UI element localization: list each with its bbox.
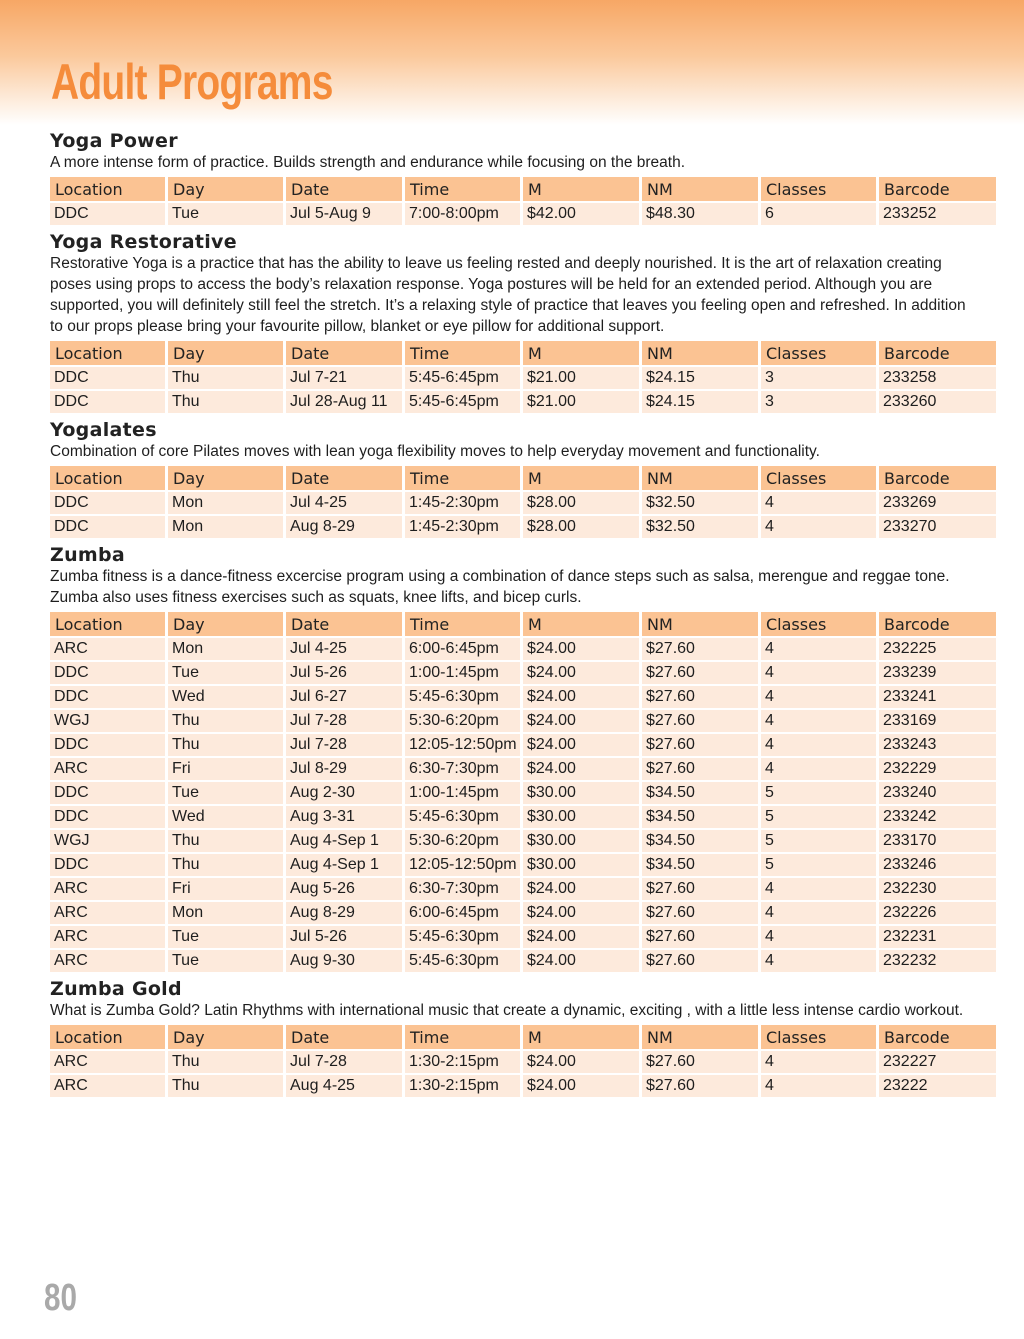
table-row bbox=[50, 492, 996, 514]
table-cell: DDC bbox=[50, 492, 165, 514]
table-cell: Jul 4-25 bbox=[286, 492, 402, 514]
table-cell: $28.00 bbox=[523, 516, 639, 538]
table-cell: Aug 4-25 bbox=[286, 1075, 402, 1097]
table-row bbox=[50, 854, 996, 876]
table-cell: $27.60 bbox=[642, 758, 758, 780]
table-cell: $24.00 bbox=[523, 1075, 639, 1097]
table-cell: $24.00 bbox=[523, 926, 639, 948]
table-cell: 6:00-6:45pm bbox=[405, 902, 520, 924]
table-cell: 4 bbox=[761, 516, 876, 538]
table-cell: DDC bbox=[50, 367, 165, 389]
table-cell: 5:45-6:30pm bbox=[405, 926, 520, 948]
table-row bbox=[50, 782, 996, 804]
schedule-table bbox=[47, 464, 999, 540]
table-row bbox=[50, 758, 996, 780]
table-cell: $24.00 bbox=[523, 734, 639, 756]
table-cell: Aug 9-30 bbox=[286, 950, 402, 972]
page-title: Adult Programs bbox=[51, 54, 333, 110]
table-cell: Mon bbox=[168, 516, 283, 538]
table-cell: $21.00 bbox=[523, 391, 639, 413]
column-header: Barcode bbox=[879, 612, 996, 636]
section-title: Zumba bbox=[50, 544, 126, 566]
table-row bbox=[50, 662, 996, 684]
table-cell: Thu bbox=[168, 734, 283, 756]
column-header: NM bbox=[642, 177, 758, 201]
table-cell: 233243 bbox=[879, 734, 996, 756]
table-cell: $34.50 bbox=[642, 854, 758, 876]
table-cell: Jul 8-29 bbox=[286, 758, 402, 780]
column-header: Location bbox=[50, 177, 165, 201]
table-cell: 233260 bbox=[879, 391, 996, 413]
table-cell: 4 bbox=[761, 492, 876, 514]
table-cell: $24.00 bbox=[523, 710, 639, 732]
schedule-table bbox=[47, 339, 999, 415]
table-cell: 233239 bbox=[879, 662, 996, 684]
table-cell: ARC bbox=[50, 638, 165, 660]
table-row bbox=[50, 902, 996, 924]
table-cell: 5:45-6:30pm bbox=[405, 686, 520, 708]
section-description: What is Zumba Gold? Latin Rhythms with international music that create a dynamic, exciting , with a little less intense cardio workout. bbox=[50, 1002, 964, 1019]
table-cell: 3 bbox=[761, 391, 876, 413]
table-cell: $27.60 bbox=[642, 710, 758, 732]
table-cell: $30.00 bbox=[523, 782, 639, 804]
table-cell: 233269 bbox=[879, 492, 996, 514]
table-cell: $48.30 bbox=[642, 203, 758, 225]
table-cell: 4 bbox=[761, 950, 876, 972]
table-cell: Aug 3-31 bbox=[286, 806, 402, 828]
table-cell: $34.50 bbox=[642, 782, 758, 804]
column-header: M bbox=[523, 612, 639, 636]
table-row bbox=[50, 391, 996, 413]
column-header: Barcode bbox=[879, 466, 996, 490]
table-cell: 5:30-6:20pm bbox=[405, 710, 520, 732]
table-cell: 4 bbox=[761, 878, 876, 900]
table-cell: 232226 bbox=[879, 902, 996, 924]
table-cell: 233258 bbox=[879, 367, 996, 389]
column-header: Date bbox=[286, 612, 402, 636]
table-cell: Aug 4-Sep 1 bbox=[286, 854, 402, 876]
table-cell: 1:45-2:30pm bbox=[405, 492, 520, 514]
column-header: M bbox=[523, 177, 639, 201]
table-cell: 232227 bbox=[879, 1051, 996, 1073]
column-header: Day bbox=[168, 612, 283, 636]
table-cell: 233242 bbox=[879, 806, 996, 828]
column-header: Day bbox=[168, 341, 283, 365]
table-cell: $27.60 bbox=[642, 902, 758, 924]
table-cell: $30.00 bbox=[523, 806, 639, 828]
table-cell: 4 bbox=[761, 902, 876, 924]
table-cell: 232232 bbox=[879, 950, 996, 972]
table-cell: 4 bbox=[761, 686, 876, 708]
table-cell: 5 bbox=[761, 782, 876, 804]
table-cell: Mon bbox=[168, 902, 283, 924]
table-cell: 3 bbox=[761, 367, 876, 389]
table-cell: $24.15 bbox=[642, 391, 758, 413]
table-row bbox=[50, 830, 996, 852]
table-cell: 4 bbox=[761, 734, 876, 756]
table-cell: Jul 5-26 bbox=[286, 662, 402, 684]
column-header: Location bbox=[50, 612, 165, 636]
table-cell: $27.60 bbox=[642, 686, 758, 708]
program-section bbox=[50, 978, 975, 1099]
column-header: Classes bbox=[761, 341, 876, 365]
table-cell: $27.60 bbox=[642, 1051, 758, 1073]
table-cell: Thu bbox=[168, 710, 283, 732]
table-cell: 5 bbox=[761, 806, 876, 828]
table-cell: 4 bbox=[761, 710, 876, 732]
table-cell: 5:45-6:30pm bbox=[405, 806, 520, 828]
table-cell: $24.00 bbox=[523, 662, 639, 684]
section-description: Zumba fitness is a dance-fitness excercise program using a combination of dance steps such as salsa, merengue and reggae tone. Zumba also uses fitness exercises such as squats, knee lifts, and bicep curls. bbox=[50, 568, 950, 606]
table-cell: Aug 8-29 bbox=[286, 902, 402, 924]
table-cell: Jul 5-Aug 9 bbox=[286, 203, 402, 225]
table-cell: 1:45-2:30pm bbox=[405, 516, 520, 538]
table-cell: 4 bbox=[761, 638, 876, 660]
table-cell: 233246 bbox=[879, 854, 996, 876]
table-cell: 4 bbox=[761, 758, 876, 780]
table-header-row bbox=[50, 341, 996, 365]
table-cell: DDC bbox=[50, 734, 165, 756]
table-cell: 4 bbox=[761, 926, 876, 948]
table-cell: DDC bbox=[50, 516, 165, 538]
column-header: Barcode bbox=[879, 177, 996, 201]
table-cell: ARC bbox=[50, 878, 165, 900]
table-cell: $30.00 bbox=[523, 854, 639, 876]
table-cell: 23222 bbox=[879, 1075, 996, 1097]
table-row bbox=[50, 806, 996, 828]
table-row bbox=[50, 638, 996, 660]
table-header-row bbox=[50, 466, 996, 490]
table-cell: 232230 bbox=[879, 878, 996, 900]
table-cell: $24.00 bbox=[523, 950, 639, 972]
table-cell: DDC bbox=[50, 203, 165, 225]
table-cell: Jul 7-28 bbox=[286, 1051, 402, 1073]
table-cell: 233252 bbox=[879, 203, 996, 225]
table-cell: Tue bbox=[168, 662, 283, 684]
table-cell: 6 bbox=[761, 203, 876, 225]
table-cell: 1:30-2:15pm bbox=[405, 1075, 520, 1097]
table-cell: 12:05-12:50pm bbox=[405, 854, 520, 876]
table-header-row bbox=[50, 612, 996, 636]
table-cell: $27.60 bbox=[642, 950, 758, 972]
column-header: Classes bbox=[761, 612, 876, 636]
program-section bbox=[50, 419, 975, 540]
table-cell: $24.15 bbox=[642, 367, 758, 389]
section-title: Yoga Restorative bbox=[50, 231, 237, 253]
column-header: Barcode bbox=[879, 1025, 996, 1049]
table-cell: 1:30-2:15pm bbox=[405, 1051, 520, 1073]
table-cell: $24.00 bbox=[523, 878, 639, 900]
table-cell: $34.50 bbox=[642, 830, 758, 852]
table-cell: 6:30-7:30pm bbox=[405, 758, 520, 780]
table-cell: WGJ bbox=[50, 830, 165, 852]
table-cell: Thu bbox=[168, 367, 283, 389]
column-header: NM bbox=[642, 466, 758, 490]
column-header: NM bbox=[642, 341, 758, 365]
table-cell: $24.00 bbox=[523, 638, 639, 660]
table-header-row bbox=[50, 1025, 996, 1049]
column-header: M bbox=[523, 466, 639, 490]
table-row bbox=[50, 926, 996, 948]
table-cell: 12:05-12:50pm bbox=[405, 734, 520, 756]
column-header: Location bbox=[50, 1025, 165, 1049]
column-header: Time bbox=[405, 1025, 520, 1049]
table-row bbox=[50, 1075, 996, 1097]
column-header: Day bbox=[168, 177, 283, 201]
column-header: M bbox=[523, 341, 639, 365]
table-cell: Jul 7-21 bbox=[286, 367, 402, 389]
column-header: Classes bbox=[761, 466, 876, 490]
table-cell: DDC bbox=[50, 686, 165, 708]
table-cell: Jul 4-25 bbox=[286, 638, 402, 660]
column-header: NM bbox=[642, 1025, 758, 1049]
column-header: M bbox=[523, 1025, 639, 1049]
table-cell: 7:00-8:00pm bbox=[405, 203, 520, 225]
table-cell: $32.50 bbox=[642, 492, 758, 514]
table-cell: $27.60 bbox=[642, 662, 758, 684]
table-cell: $42.00 bbox=[523, 203, 639, 225]
schedule-table bbox=[47, 1023, 999, 1099]
table-cell: 4 bbox=[761, 1051, 876, 1073]
table-cell: $28.00 bbox=[523, 492, 639, 514]
table-cell: 1:00-1:45pm bbox=[405, 782, 520, 804]
table-cell: 233170 bbox=[879, 830, 996, 852]
table-cell: ARC bbox=[50, 758, 165, 780]
section-description: A more intense form of practice. Builds strength and endurance while focusing on the breath. bbox=[50, 154, 686, 171]
table-cell: Jul 5-26 bbox=[286, 926, 402, 948]
table-row bbox=[50, 878, 996, 900]
table-cell: DDC bbox=[50, 391, 165, 413]
table-cell: $27.60 bbox=[642, 734, 758, 756]
table-row bbox=[50, 950, 996, 972]
table-cell: 233241 bbox=[879, 686, 996, 708]
table-cell: Fri bbox=[168, 758, 283, 780]
table-cell: DDC bbox=[50, 662, 165, 684]
table-cell: Tue bbox=[168, 926, 283, 948]
table-row bbox=[50, 203, 996, 225]
table-cell: 5:45-6:30pm bbox=[405, 950, 520, 972]
column-header: Classes bbox=[761, 1025, 876, 1049]
table-cell: 232225 bbox=[879, 638, 996, 660]
program-section bbox=[50, 544, 975, 974]
table-cell: $27.60 bbox=[642, 878, 758, 900]
table-cell: Aug 2-30 bbox=[286, 782, 402, 804]
table-cell: $21.00 bbox=[523, 367, 639, 389]
table-cell: Thu bbox=[168, 391, 283, 413]
table-row bbox=[50, 686, 996, 708]
table-cell: $34.50 bbox=[642, 806, 758, 828]
table-cell: Thu bbox=[168, 854, 283, 876]
table-cell: ARC bbox=[50, 926, 165, 948]
table-cell: Jul 28-Aug 11 bbox=[286, 391, 402, 413]
table-cell: 232229 bbox=[879, 758, 996, 780]
table-cell: Jul 6-27 bbox=[286, 686, 402, 708]
table-cell: Mon bbox=[168, 492, 283, 514]
table-cell: Jul 7-28 bbox=[286, 710, 402, 732]
table-cell: $32.50 bbox=[642, 516, 758, 538]
table-cell: $24.00 bbox=[523, 686, 639, 708]
table-cell: Thu bbox=[168, 830, 283, 852]
schedule-table bbox=[47, 175, 999, 227]
column-header: Time bbox=[405, 341, 520, 365]
column-header: Date bbox=[286, 341, 402, 365]
table-cell: 233240 bbox=[879, 782, 996, 804]
table-cell: DDC bbox=[50, 854, 165, 876]
table-cell: ARC bbox=[50, 902, 165, 924]
table-cell: 233169 bbox=[879, 710, 996, 732]
column-header: Date bbox=[286, 1025, 402, 1049]
table-cell: Aug 4-Sep 1 bbox=[286, 830, 402, 852]
table-cell: 1:00-1:45pm bbox=[405, 662, 520, 684]
table-row bbox=[50, 516, 996, 538]
column-header: Time bbox=[405, 177, 520, 201]
column-header: Time bbox=[405, 612, 520, 636]
table-cell: Thu bbox=[168, 1051, 283, 1073]
table-cell: $24.00 bbox=[523, 758, 639, 780]
table-cell: Mon bbox=[168, 638, 283, 660]
table-row bbox=[50, 710, 996, 732]
table-cell: Wed bbox=[168, 806, 283, 828]
table-cell: Fri bbox=[168, 878, 283, 900]
table-cell: Tue bbox=[168, 950, 283, 972]
table-row bbox=[50, 367, 996, 389]
section-description: Combination of core Pilates moves with lean yoga flexibility moves to help everyday movement and functionality. bbox=[50, 443, 820, 460]
table-cell: Wed bbox=[168, 686, 283, 708]
table-cell: ARC bbox=[50, 1075, 165, 1097]
table-cell: $24.00 bbox=[523, 1051, 639, 1073]
table-cell: 5:45-6:45pm bbox=[405, 367, 520, 389]
table-cell: 5:30-6:20pm bbox=[405, 830, 520, 852]
table-cell: $27.60 bbox=[642, 1075, 758, 1097]
table-cell: 5:45-6:45pm bbox=[405, 391, 520, 413]
table-cell: 5 bbox=[761, 854, 876, 876]
table-cell: ARC bbox=[50, 1051, 165, 1073]
table-header-row bbox=[50, 177, 996, 201]
table-cell: DDC bbox=[50, 782, 165, 804]
table-cell: $27.60 bbox=[642, 926, 758, 948]
table-row bbox=[50, 1051, 996, 1073]
section-title: Zumba Gold bbox=[50, 978, 182, 1000]
column-header: Barcode bbox=[879, 341, 996, 365]
section-description: Restorative Yoga is a practice that has the ability to leave us feeling rested and deeply nourished. It is the art of relaxation creating poses using props to access the body’s relaxation response. Yoga postures will be held for an extended period. Although you are supported, you will definitely still feel the stretch. It’s a relaxing style of practice that leaves you feeling open and refreshed. In addition to our props please bring your favourite pillow, blanket or eye pillow for additional support. bbox=[50, 255, 966, 335]
column-header: Date bbox=[286, 466, 402, 490]
table-row bbox=[50, 734, 996, 756]
table-cell: DDC bbox=[50, 806, 165, 828]
column-header: Day bbox=[168, 466, 283, 490]
table-cell: Aug 8-29 bbox=[286, 516, 402, 538]
table-cell: Jul 7-28 bbox=[286, 734, 402, 756]
table-cell: Tue bbox=[168, 203, 283, 225]
column-header: Classes bbox=[761, 177, 876, 201]
section-title: Yogalates bbox=[50, 419, 157, 441]
table-cell: $27.60 bbox=[642, 638, 758, 660]
table-cell: Tue bbox=[168, 782, 283, 804]
table-cell: 6:00-6:45pm bbox=[405, 638, 520, 660]
page-number: 80 bbox=[44, 1277, 77, 1319]
table-cell: 4 bbox=[761, 1075, 876, 1097]
column-header: Location bbox=[50, 341, 165, 365]
table-cell: $30.00 bbox=[523, 830, 639, 852]
table-cell: WGJ bbox=[50, 710, 165, 732]
program-section bbox=[50, 130, 975, 227]
table-cell: 6:30-7:30pm bbox=[405, 878, 520, 900]
table-cell: ARC bbox=[50, 950, 165, 972]
section-title: Yoga Power bbox=[50, 130, 178, 152]
column-header: Day bbox=[168, 1025, 283, 1049]
column-header: Time bbox=[405, 466, 520, 490]
table-cell: 233270 bbox=[879, 516, 996, 538]
table-cell: Thu bbox=[168, 1075, 283, 1097]
table-cell: Aug 5-26 bbox=[286, 878, 402, 900]
column-header: Location bbox=[50, 466, 165, 490]
table-cell: $24.00 bbox=[523, 902, 639, 924]
program-list bbox=[50, 130, 975, 1103]
schedule-table bbox=[47, 610, 999, 974]
table-cell: 5 bbox=[761, 830, 876, 852]
column-header: Date bbox=[286, 177, 402, 201]
table-cell: 4 bbox=[761, 662, 876, 684]
column-header: NM bbox=[642, 612, 758, 636]
table-cell: 232231 bbox=[879, 926, 996, 948]
program-section bbox=[50, 231, 975, 415]
